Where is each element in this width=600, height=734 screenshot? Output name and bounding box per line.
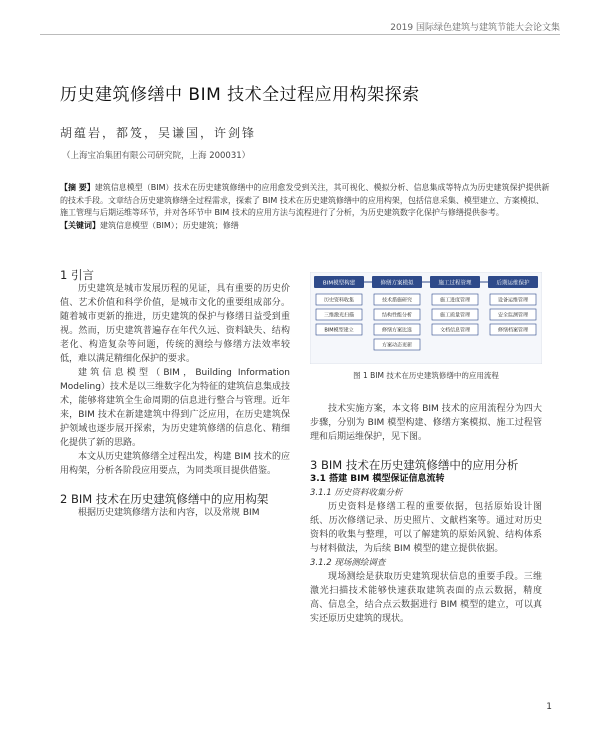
right-column [310, 402, 542, 626]
diagram-phase-label: 修缮方案模拟 [380, 280, 414, 287]
diagram-item: 历史资料收集 [323, 297, 355, 304]
diagram-phase-label: 后期运维保护 [496, 280, 530, 287]
diagram-item: 结构性能分析 [381, 312, 413, 319]
figure-caption: 图 1 BIM 技术在历史建筑修缮中的应用流程 [353, 371, 499, 380]
diagram-item: 三维激光扫描 [323, 312, 355, 319]
abstract-label: 【摘 要】 [60, 183, 95, 192]
paper-title: 历史建筑修缮中 BIM 技术全过程应用构架探索 [60, 85, 420, 105]
body-paragraph: 历史建筑是城市发展历程的见证，具有重要的历史价值、艺术价值和科学价值，是城市文化的重要组成部分。随着城市更新的推进，历史建筑的保护与修缮日益受到重视。然而，历史建筑普遍存在年代久远、资料缺失、结构老化、构造复杂等问题，传统的测绘与修缮方法效率较低，难以满足精细化保护的要求。 [60, 284, 290, 364]
section-heading-analysis: 3 BIM 技术在历史建筑修缮中的应用分析 [310, 458, 519, 472]
keywords-label: 【关键词】 [60, 220, 100, 230]
page-number: 1 [546, 702, 552, 712]
diagram-item: 方案动态更新 [381, 342, 413, 349]
diagram-item: 文档信息管理 [439, 327, 471, 334]
diagram-item: 技术措施研究 [381, 297, 413, 304]
diagram-item: 设备运维管理 [497, 297, 529, 304]
diagram-item: 安全监测管理 [497, 312, 529, 319]
diagram-item: 修缮档案管理 [497, 327, 529, 334]
body-paragraph: 现场测绘是获取历史建筑现状信息的重要手段。三维激光扫描技术能够快速获取建筑表面的点云数据，精度高、信息全，结合点云数据进行 BIM 模型的建立，可以真实还原历史建筑的现状。 [310, 572, 542, 624]
body-paragraph: 根据历史建筑修缮方法和内容，以及常规 BIM [78, 508, 260, 518]
abstract-text: 建筑信息模型（BIM）技术在历史建筑修缮中的应用愈发受到关注，其可视化、模拟分析、信息集成等特点为历史建筑保护提供新的技术手段。文章结合历史建筑修缮全过程需求，探索了 BIM 技术在历史建筑修缮中的应用构架，包括信息采集、模型建立、方案模拟、施工管理与后期运维等环节，并对各环节中 BIM 技术的应用方法与流程进行了分析，为历史建筑数字化保护与修缮提供参考。 [60, 183, 550, 217]
workflow-diagram [310, 272, 542, 364]
paper-affiliation: （上海宝冶集团有限公司研究院，上海 200031） [62, 151, 251, 161]
body-paragraph: 建筑信息模型（BIM，Building Information Modeling）技术是以三维数字化为特征的建筑信息集成技术，能够将建筑全生命周期的信息进行整合与管理。近年来，BIM 技术在新建建筑中得到广泛应用，在历史建筑保护领域也逐步展开探索，为历史建筑修缮的信息化、精细化提供了新的思路。 [60, 368, 290, 448]
abstract-block [60, 182, 550, 232]
paper-authors: 胡蕴岩，都笈，吴谦国，许剑锋 [60, 126, 257, 140]
subsection-heading: 3.1 搭建 BIM 模型保证信息流转 [310, 474, 445, 484]
diagram-phase-2 [372, 276, 422, 350]
section-heading-intro: 1 引言 [60, 268, 94, 282]
diagram-phase-label: 施工过程管理 [438, 280, 472, 287]
diagram-item: 施工质量管理 [439, 312, 471, 319]
body-paragraph: 技术实施方案，本文将 BIM 技术的应用流程分为四大步骤，分别为 BIM 模型构建、修缮方案模拟、施工过程管理和后期运维保护，见下图。 [310, 404, 542, 442]
body-paragraph: 本文从历史建筑修缮全过程出发，构建 BIM 技术的应用构架，分析各阶段应用要点，为同类项目提供借鉴。 [60, 452, 290, 476]
body-paragraph: 历史资料是修缮工程的重要依据，包括原始设计图纸、历次修缮记录、历史照片、文献档案等。通过对历史资料的收集与整理，可以了解建筑的原始风貌、结构体系与材料做法，为后续 BIM 模型的建立提供依据。 [310, 502, 542, 554]
subsubsection-heading: 3.1.2 现场测绘调查 [310, 558, 386, 568]
subsubsection-heading: 3.1.1 历史资料收集分析 [310, 488, 403, 498]
running-head: 2019 国际绿色建筑与建筑节能大会论文集 [390, 23, 560, 33]
keywords-text: 建筑信息模型（BIM）；历史建筑；修缮 [100, 220, 239, 230]
diagram-phase-label: BIM模型构建 [322, 280, 356, 287]
header-rule [40, 34, 560, 35]
diagram-item: 修缮方案比选 [381, 327, 413, 334]
diagram-item: BIM模型建立 [324, 327, 354, 334]
diagram-item: 施工进度管理 [439, 297, 471, 304]
section-heading-framework: 2 BIM 技术在历史建筑修缮中的应用构架 [60, 492, 269, 506]
left-column [60, 268, 290, 520]
